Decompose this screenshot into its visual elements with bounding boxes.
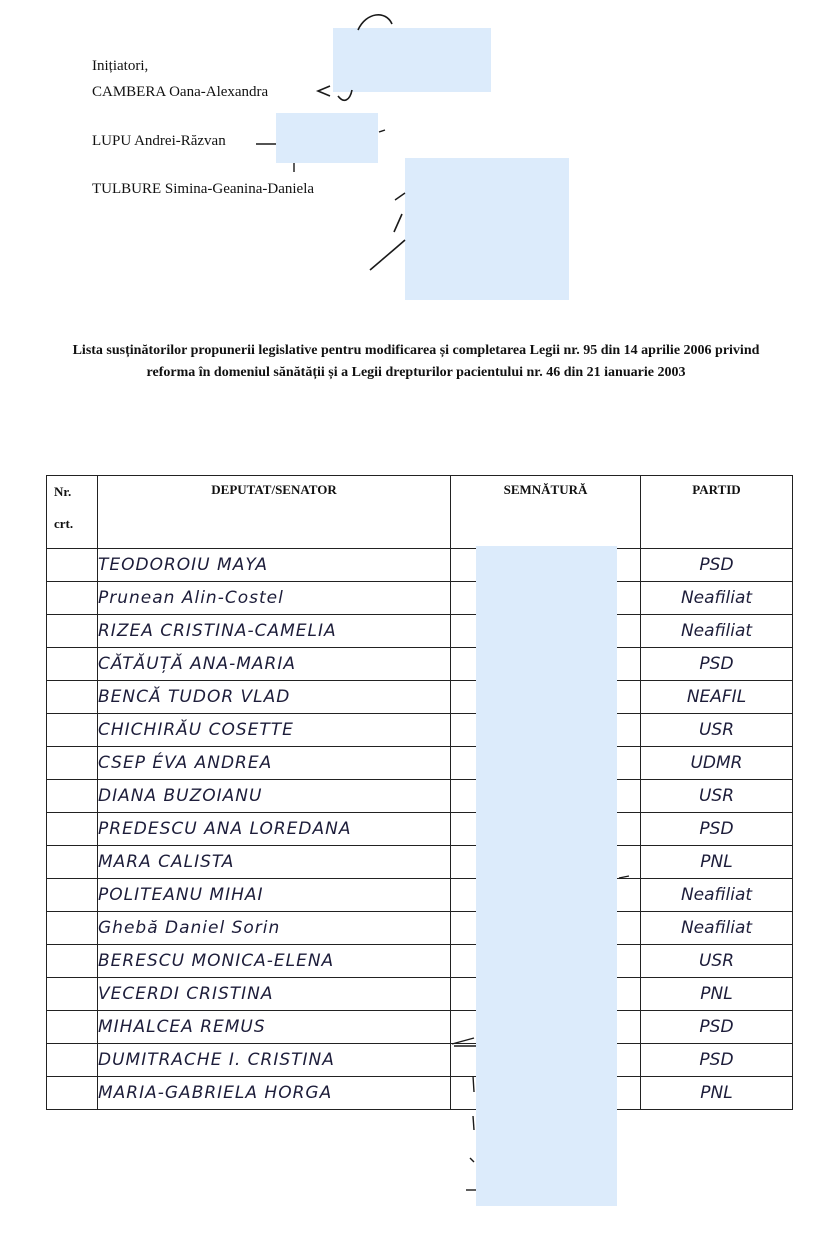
row-number xyxy=(47,714,98,747)
signature-stroke-remnants xyxy=(440,860,480,1200)
signature-stroke-remnant xyxy=(615,870,635,890)
member-name: VECERDI CRISTINA xyxy=(98,978,451,1011)
party-name: USR xyxy=(641,714,793,747)
header-signature: SEMNĂTURĂ xyxy=(451,476,641,549)
table-row xyxy=(47,780,793,813)
row-number xyxy=(47,1011,98,1044)
initiators-heading: Inițiatori, xyxy=(92,58,149,74)
row-number xyxy=(47,945,98,978)
member-name: BERESCU MONICA-ELENA xyxy=(98,945,451,978)
initiator-name: CAMBERA Oana-Alexandra xyxy=(92,84,269,100)
member-name: MARA CALISTA xyxy=(98,846,451,879)
table-row xyxy=(47,681,793,714)
table-row xyxy=(47,648,793,681)
member-name: Prunean Alin-Costel xyxy=(98,582,451,615)
row-number xyxy=(47,912,98,945)
member-name: TEODOROIU MAYA xyxy=(98,549,451,582)
row-number xyxy=(47,846,98,879)
party-name: USR xyxy=(641,780,793,813)
table-row xyxy=(47,549,793,582)
party-name: USR xyxy=(641,945,793,978)
member-name: DUMITRACHE I. CRISTINA xyxy=(98,1044,451,1077)
party-name: Neafiliat xyxy=(641,879,793,912)
table-row xyxy=(47,1077,793,1110)
member-name: CHICHIRĂU COSETTE xyxy=(98,714,451,747)
table-row xyxy=(47,1011,793,1044)
member-name: POLITEANU MIHAI xyxy=(98,879,451,912)
party-name: PSD xyxy=(641,549,793,582)
row-number xyxy=(47,780,98,813)
row-number xyxy=(47,747,98,780)
member-name: MARIA-GABRIELA HORGA xyxy=(98,1077,451,1110)
table-row xyxy=(47,912,793,945)
party-name: PNL xyxy=(641,846,793,879)
party-name: Neafiliat xyxy=(641,912,793,945)
row-number xyxy=(47,813,98,846)
party-name: PNL xyxy=(641,978,793,1011)
initiator-signature-strokes xyxy=(0,0,832,320)
initiator-name: LUPU Andrei-Răzvan xyxy=(92,133,226,149)
member-name: Ghebă Daniel Sorin xyxy=(98,912,451,945)
row-number xyxy=(47,879,98,912)
party-name: PSD xyxy=(641,1011,793,1044)
redacted-signatures-column xyxy=(476,546,617,1206)
member-name: RIZEA CRISTINA-CAMELIA xyxy=(98,615,451,648)
party-name: PSD xyxy=(641,648,793,681)
row-number xyxy=(47,1077,98,1110)
table-row xyxy=(47,813,793,846)
header-member: DEPUTAT/SENATOR xyxy=(98,476,451,549)
table-row xyxy=(47,747,793,780)
member-name: CSEP ÉVA ANDREA xyxy=(98,747,451,780)
party-name: PNL xyxy=(641,1077,793,1110)
member-name: PREDESCU ANA LOREDANA xyxy=(98,813,451,846)
table-row xyxy=(47,846,793,879)
table-row xyxy=(47,714,793,747)
member-name: CĂTĂUȚĂ ANA-MARIA xyxy=(98,648,451,681)
table-row xyxy=(47,615,793,648)
table-row xyxy=(47,582,793,615)
party-name: Neafiliat xyxy=(641,615,793,648)
row-number xyxy=(47,549,98,582)
table-header-row xyxy=(47,476,793,549)
row-number xyxy=(47,582,98,615)
header-nr: Nr. crt. xyxy=(47,476,98,549)
member-name: DIANA BUZOIANU xyxy=(98,780,451,813)
party-name: NEAFIL xyxy=(641,681,793,714)
party-name: PSD xyxy=(641,813,793,846)
row-number xyxy=(47,615,98,648)
supporters-table xyxy=(46,475,793,1110)
table-row xyxy=(47,879,793,912)
row-number xyxy=(47,681,98,714)
member-name: BENCĂ TUDOR VLAD xyxy=(98,681,451,714)
row-number xyxy=(47,1044,98,1077)
member-name: MIHALCEA REMUS xyxy=(98,1011,451,1044)
table-row xyxy=(47,978,793,1011)
row-number xyxy=(47,648,98,681)
initiator-name: TULBURE Simina-Geanina-Daniela xyxy=(92,181,315,197)
header-party: PARTID xyxy=(641,476,793,549)
table-row xyxy=(47,945,793,978)
document-title: Lista susținătorilor propunerii legislative pentru modificarea și completarea Legii nr. 95 din 14 aprilie 2006 privind reforma în domeniul sănătății și a Legii drepturilor pacientului nr. 46 din 21 ianuarie 2003 xyxy=(72,343,760,380)
table-row xyxy=(47,1044,793,1077)
party-name: UDMR xyxy=(641,747,793,780)
party-name: Neafiliat xyxy=(641,582,793,615)
row-number xyxy=(47,978,98,1011)
party-name: PSD xyxy=(641,1044,793,1077)
